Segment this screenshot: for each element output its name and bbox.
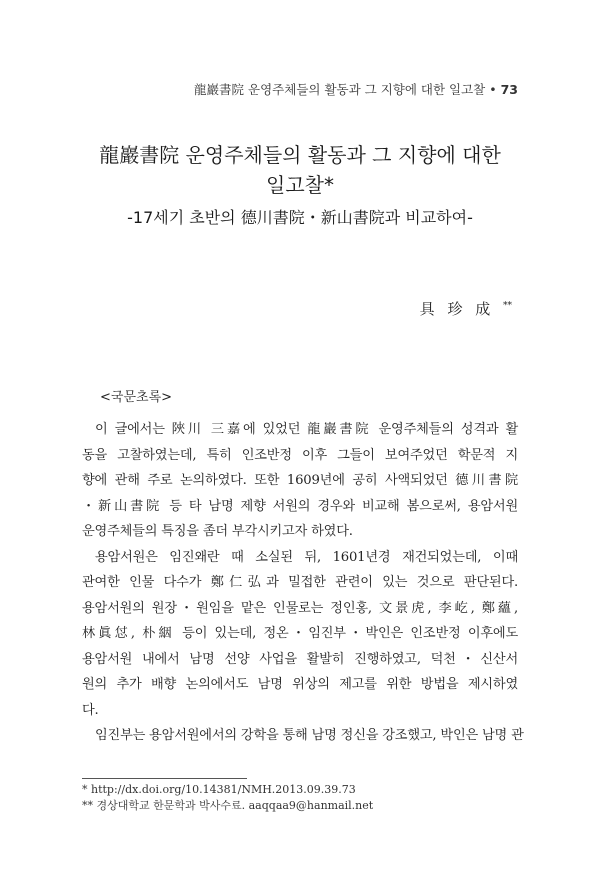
abstract-line: 용암서원 내에서 남명 선양 사업을 활발히 진행하였고, 덕천・신산서 [82, 651, 518, 667]
running-header [194, 80, 518, 98]
author-byline [420, 298, 512, 319]
abstract-line: 다. [82, 702, 99, 718]
author-footnote-mark: ** [503, 301, 512, 311]
abstract-label: <국문초록> [100, 390, 173, 405]
author-name: 具 珍 成 [419, 300, 495, 318]
paper-title [0, 140, 600, 200]
abstract-line: 용암서원은 임진왜란 때 소실된 뒤, 1601년경 재건되었는데, 이때 [95, 549, 518, 565]
abstract-line: 동을 고찰하였는데, 특히 인조반정 이후 그들이 보여주었던 학문적 지 [82, 447, 518, 463]
abstract-line: 이 글에서는 陜川 三嘉에 있었던 龍巖書院 운영주체들의 성격과 활 [95, 422, 518, 437]
abstract-line: 林眞怤, 朴絪 등이 있는데, 정온・임진부・박인은 인조반정 이후에도 [82, 626, 518, 641]
abstract-line: 운영주체들의 특징을 좀더 부각시키고자 하였다. [82, 524, 353, 539]
paper-title-line-2: 일고찰* [266, 173, 334, 197]
running-header-title: 龍巖書院 운영주체들의 활동과 그 지향에 대한 일고찰 [194, 82, 486, 97]
page-number: 73 [500, 82, 518, 97]
abstract-line: ・新山書院 등 타 남명 제향 서원의 경우와 비교해 봄으로써, 용암서원 [82, 498, 518, 514]
paper-title-line-1: 龍巖書院 운영주체들의 활동과 그 지향에 대한 [99, 143, 501, 167]
abstract-line: 관여한 인물 다수가 鄭仁弘과 밀접한 관련이 있는 것으로 판단된다. [82, 575, 518, 590]
running-header-bullet: • [489, 82, 497, 97]
abstract-body [82, 417, 524, 749]
abstract-line: 임진부는 용암서원에서의 강학을 통해 남명 정신을 강조했고, 박인은 남명 관 [95, 728, 524, 743]
abstract-line: 향에 관해 주로 논의하였다. 또한 1609년에 공히 사액되었던 德川書院 [82, 473, 518, 488]
footnote-doi: * http://dx.doi.org/10.14381/NMH.2013.09.39.73 [82, 783, 356, 796]
abstract-line: 원의 추가 배향 논의에서도 남명 위상의 제고를 위한 방법을 제시하였 [82, 677, 518, 692]
footnote-author-affiliation: ** 경상대학교 한문학과 박사수료. aaqqaa9@hanmail.net [82, 799, 374, 812]
footnote-divider [82, 778, 247, 779]
footnotes [82, 782, 522, 814]
abstract-line: 용암서원의 원장・원임을 맡은 인물로는 정인홍, 文景虎, 李屹, 鄭蘊, [82, 600, 518, 616]
paper-subtitle: -17세기 초반의 德川書院・新山書院과 비교하여- [127, 208, 473, 227]
